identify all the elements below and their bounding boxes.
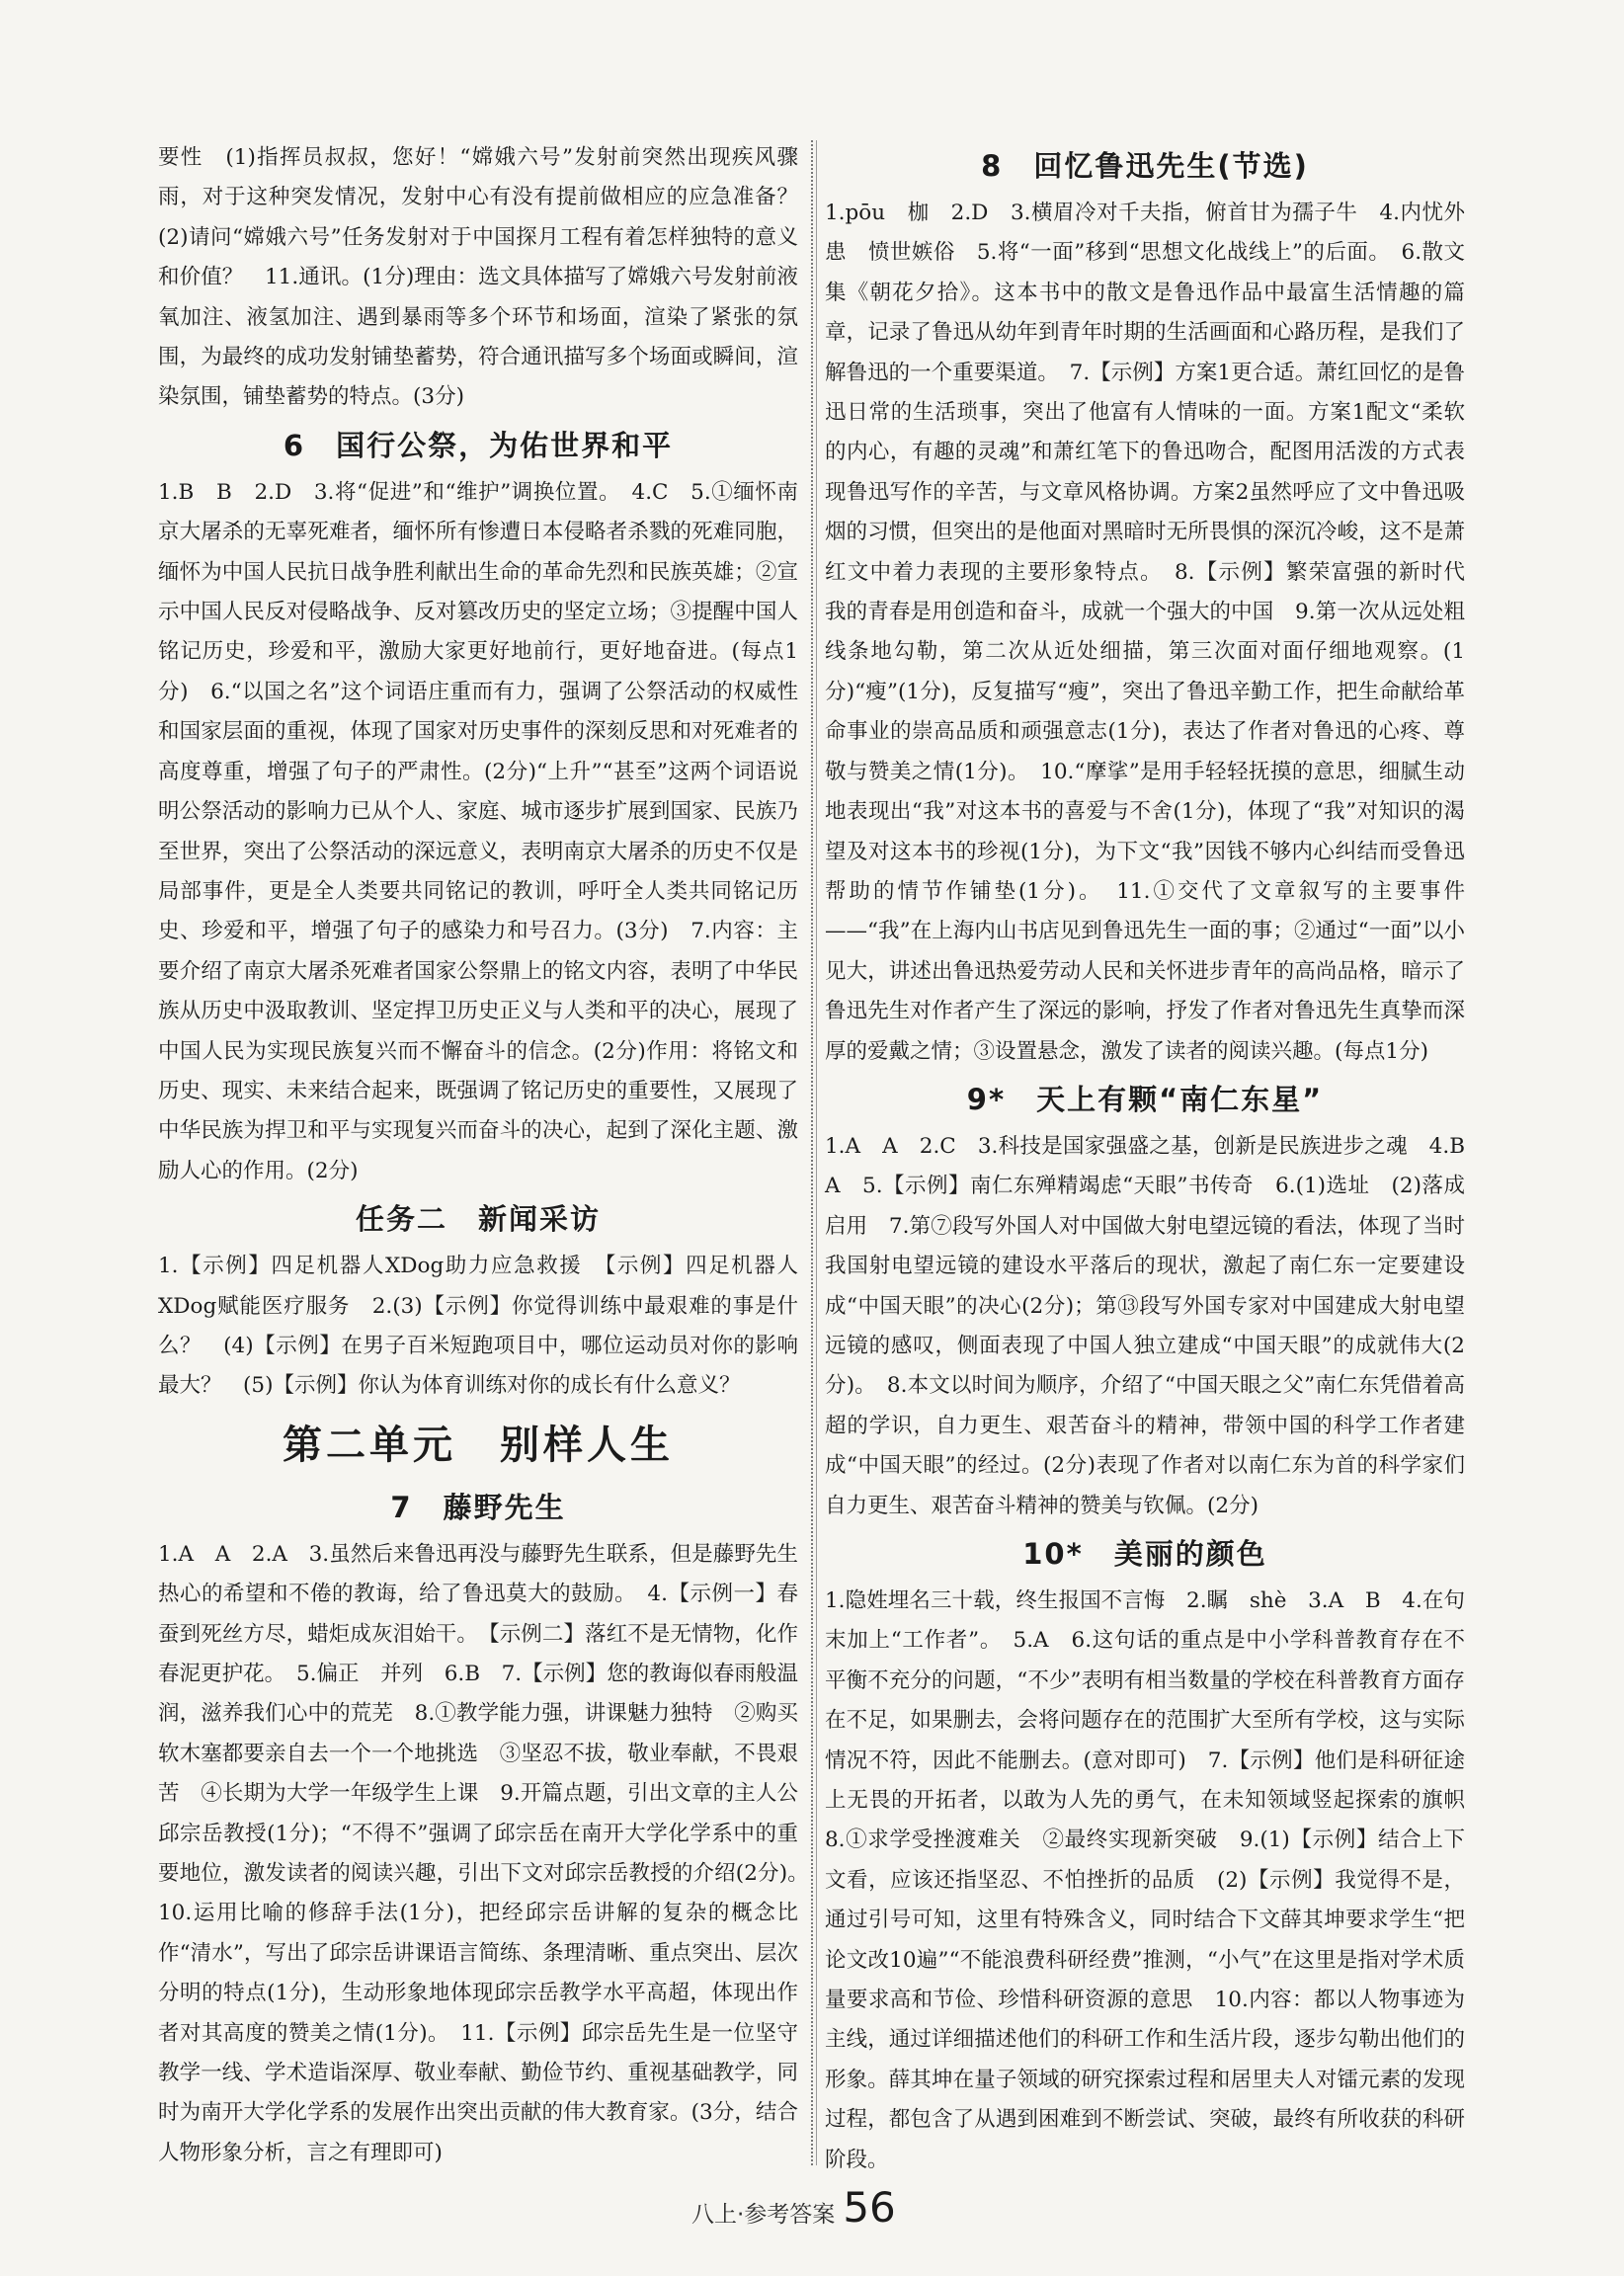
- column-divider-line: [816, 140, 817, 2165]
- answer-paragraph: 1.A A 2.A 3.虽然后来鲁迅再没与藤野先生联系，但是藤野先生热心的希望和不倦的教诲，给了鲁迅莫大的鼓励。 4.【示例一】春蚕到死丝方尽，蜡炬成灰泪始干。 【示例二】落红不是无情物，化作春泥更护花。 5.偏正 并列 6.B 7.【示例】您的教诲似春雨般温润，滋养我们心中的荒芜 8.①教学能力强，讲课魅力独特 ②购买软木塞都要亲自去一个一个地挑选 ③坚忍不拔，敬业奉献，不畏艰苦 ④长期为大学一年级学生上课 9.开篇点题，引出文章的主人公邱宗岳教授(1分)；“不得不”强调了邱宗岳在南开大学化学系中的重要地位，激发读者的阅读兴趣，引出下文对邱宗岳教授的介绍(2分)。 10.运用比喻的修辞手法(1分)，把经邱宗岳讲解的复杂的概念比作“清水”，写出了邱宗岳讲课语言简练、条理清晰、重点突出、层次分明的特点(1分)，生动形象地体现邱宗岳教学水平高超，体现出作者对其高度的赞美之情(1分)。 11.【示例】邱宗岳先生是一位坚守教学一线、学术造诣深厚、敬业奉献、勤俭节约、重视基础教学，同时为南开大学化学系的发展作出突出贡献的伟大教育家。(3分，结合人物形象分析，言之有理即可): [158, 1541, 820, 2165]
- lesson-heading: 8 回忆鲁迅先生(节选): [981, 149, 1309, 183]
- page-footer: [691, 2183, 1245, 2232]
- answer-paragraph: 要性 (1)指挥员叔叔，您好！“嫦娥六号”发射前突然出现疾风骤雨，对于这种突发情况，发射中心有没有提前做相应的应急准备？ (2)请问“嫦娥六号”任务发射对于中国探月工程有着怎样独特的意义和价值？ 11.通讯。(1分)理由：选文具体描写了嫦娥六号发射前液氧加注、液氢加注、遇到暴雨等多个环节和场面，渲染了紧张的氛围，为最终的成功发射铺垫蓄势，符合通讯描写多个场面或瞬间，渲染氛围，铺垫蓄势的特点。(3分): [158, 145, 820, 410]
- right-column: [825, 138, 1487, 2180]
- column-divider: [811, 140, 813, 2165]
- answer-paragraph: 1.pōu 枷 2.D 3.横眉冷对千夫指，俯首甘为孺子牛 4.内忧外患 愤世嫉俗 5.将“一面”移到“思想文化战线上”的后面。 6.散文集《朝花夕拾》。这本书中的散文是鲁迅作品中最富生活情趣的篇章，记录了鲁迅从幼年到青年时期的生活画面和心路历程，是我们了解鲁迅的一个重要渠道。 7.【示例】方案1更合适。萧红回忆的是鲁迅日常的生活琐事，突出了他富有人情味的一面。方案1配文“柔软的内心，有趣的灵魂”和萧红笔下的鲁迅吻合，配图用活泼的方式表现鲁迅写作的辛苦，与文章风格协调。方案2虽然呼应了文中鲁迅吸烟的习惯，但突出的是他面对黑暗时无所畏惧的深沉冷峻，这不是萧红文中着力表现的主要形象特点。 8.【示例】繁荣富强的新时代 我的青春是用创造和奋斗，成就一个强大的中国 9.第一次从远处粗线条地勾勒，第二次从近处细描，第三次面对面仔细地观察。(1分)“瘦”(1分)，反复描写“瘦”，突出了鲁迅辛勤工作，把生命献给革命事业的崇高品质和顽强意志(1分)，表达了作者对鲁迅的心疼、尊敬与赞美之情(1分)。 10.“摩挲”是用手轻轻抚摸的意思，细腻生动地表现出“我”对这本书的喜爱与不舍(1分)，体现了“我”对知识的渴望及对这本书的珍视(1分)，为下文“我”因钱不够内心纠结而受鲁迅帮助的情节作铺垫(1分)。 11.①交代了文章叙写的主要事件——“我”在上海内山书店见到鲁迅先生一面的事；②通过“一面”以小见大，讲述出鲁迅热爱劳动人民和关怀进步青年的高尚品格，暗示了鲁迅先生对作者产生了深远的影响，抒发了作者对鲁迅先生真挚而深厚的爱戴之情；③设置悬念，激发了读者的阅读兴趣。(每点1分): [825, 201, 1487, 1064]
- footer-label: 八上·参考答案: [691, 2202, 836, 2228]
- task-heading: 任务二 新闻采访: [355, 1202, 601, 1237]
- answer-paragraph: 1.B B 2.D 3.将“促进”和“维护”调换位置。 4.C 5.①缅怀南京大屠杀的无辜死难者，缅怀所有惨遭日本侵略者杀戮的死难同胞，缅怀为中国人民抗日战争胜利献出生命的革命先烈和民族英雄；②宣示中国人民反对侵略战争、反对篡改历史的坚定立场；③提醒中国人铭记历史，珍爱和平，激励大家更好地前行，更好地奋进。(每点1分) 6.“以国之名”这个词语庄重而有力，强调了公祭活动的权威性和国家层面的重视，体现了国家对历史事件的深刻反思和对死难者的高度尊重，增强了句子的严肃性。(2分)“上升”“甚至”这两个词语说明公祭活动的影响力已从个人、家庭、城市逐步扩展到国家、民族乃至世界，突出了公祭活动的深远意义，表明南京大屠杀的历史不仅是局部事件，更是全人类要共同铭记的教训，呼吁全人类共同铭记历史、珍爱和平，增强了句子的感染力和号召力。(3分) 7.内容：主要介绍了南京大屠杀死难者国家公祭鼎上的铭文内容，表明了中华民族从历史中汲取教训、坚定捍卫历史正义与人类和平的决心，展现了中国人民为实现民族复兴而不懈奋斗的信念。(2分)作用：将铭文和历史、现实、未来结合起来，既强调了铭记历史的重要性，又展现了中华民族为捍卫和平与实现复兴而奋斗的决心，起到了深化主题、激励人心的作用。(2分): [158, 479, 798, 1183]
- page-number: 56: [843, 2183, 896, 2232]
- left-column: [158, 138, 820, 2173]
- lesson-heading: 10* 美丽的颜色: [1022, 1537, 1267, 1571]
- answer-paragraph: 1.A A 2.C 3.科技是国家强盛之基，创新是民族进步之魂 4.B A 5.【示例】南仁东殚精竭虑“天眼”书传奇 6.(1)选址 (2)落成启用 7.第⑦段写外国人对中国做大射电望远镜的看法，体现了当时我国射电望远镜的建设水平落后的现状，激起了南仁东一定要建设成“中国天眼”的决心(2分)；第⑬段写外国专家对中国建成大射电望远镜的感叹，侧面表现了中国人独立建成“中国天眼”的成就伟大(2分)。 8.本文以时间为顺序，介绍了“中国天眼之父”南仁东凭借着高超的学识，自力更生、艰苦奋斗的精神，带领中国的科学工作者建成“中国天眼”的经过。(2分)表现了作者对以南仁东为首的科学家们自力更生、艰苦奋斗精神的赞美与钦佩。(2分): [825, 1133, 1487, 1518]
- lesson-heading: 9* 天上有颗“南仁东星”: [966, 1082, 1324, 1116]
- lesson-heading: 6 国行公祭，为佑世界和平: [283, 428, 674, 462]
- answer-paragraph: 1.【示例】四足机器人XDog助力应急救援 【示例】四足机器人XDog赋能医疗服务 2.(3)【示例】你觉得训练中最艰难的事是什么？ (4)【示例】在男子百米短跑项目中，哪位运动员对你的影响最大？ (5)【示例】你认为体育训练对你的成长有什么意义？: [158, 1254, 798, 1399]
- answer-paragraph: 1.隐姓埋名三十载，终生报国不言悔 2.瞩 shè 3.A B 4.在句末加上“工作者”。 5.A 6.这句话的重点是中小学科普教育存在不平衡不充分的问题，“不少”表明有相当数量的学校在科普教育方面存在不足，如果删去，会将问题存在的范围扩大至所有学校，这与实际情况不符，因此不能删去。(意对即可) 7.【示例】他们是科研征途上无畏的开拓者，以敢为人先的勇气，在未知领域竖起探索的旗帜 8.①求学受挫渡难关 ②最终实现新突破 9.(1)【示例】结合上下文看，应该还指坚忍、不怕挫折的品质 (2)【示例】我觉得不是，通过引号可知，这里有特殊含义，同时结合下文薛其坤要求学生“把论文改10遍”“不能浪费科研经费”推测，“小气”在这里是指对学术质量要求高和节俭、珍惜科研资源的意思 10.内容：都以人物事迹为主线，通过详细描述他们的科研工作和生活片段，逐步勾勒出他们的形象。薛其坤在量子领域的研究探索过程和居里夫人对镭元素的发现过程，都包含了从遇到困难到不断尝试、突破，最终有所收获的科研阶段。: [825, 1588, 1487, 2172]
- lesson-heading: 7 藤野先生: [390, 1490, 566, 1524]
- unit-heading: 第二单元 别样人生: [283, 1422, 674, 1468]
